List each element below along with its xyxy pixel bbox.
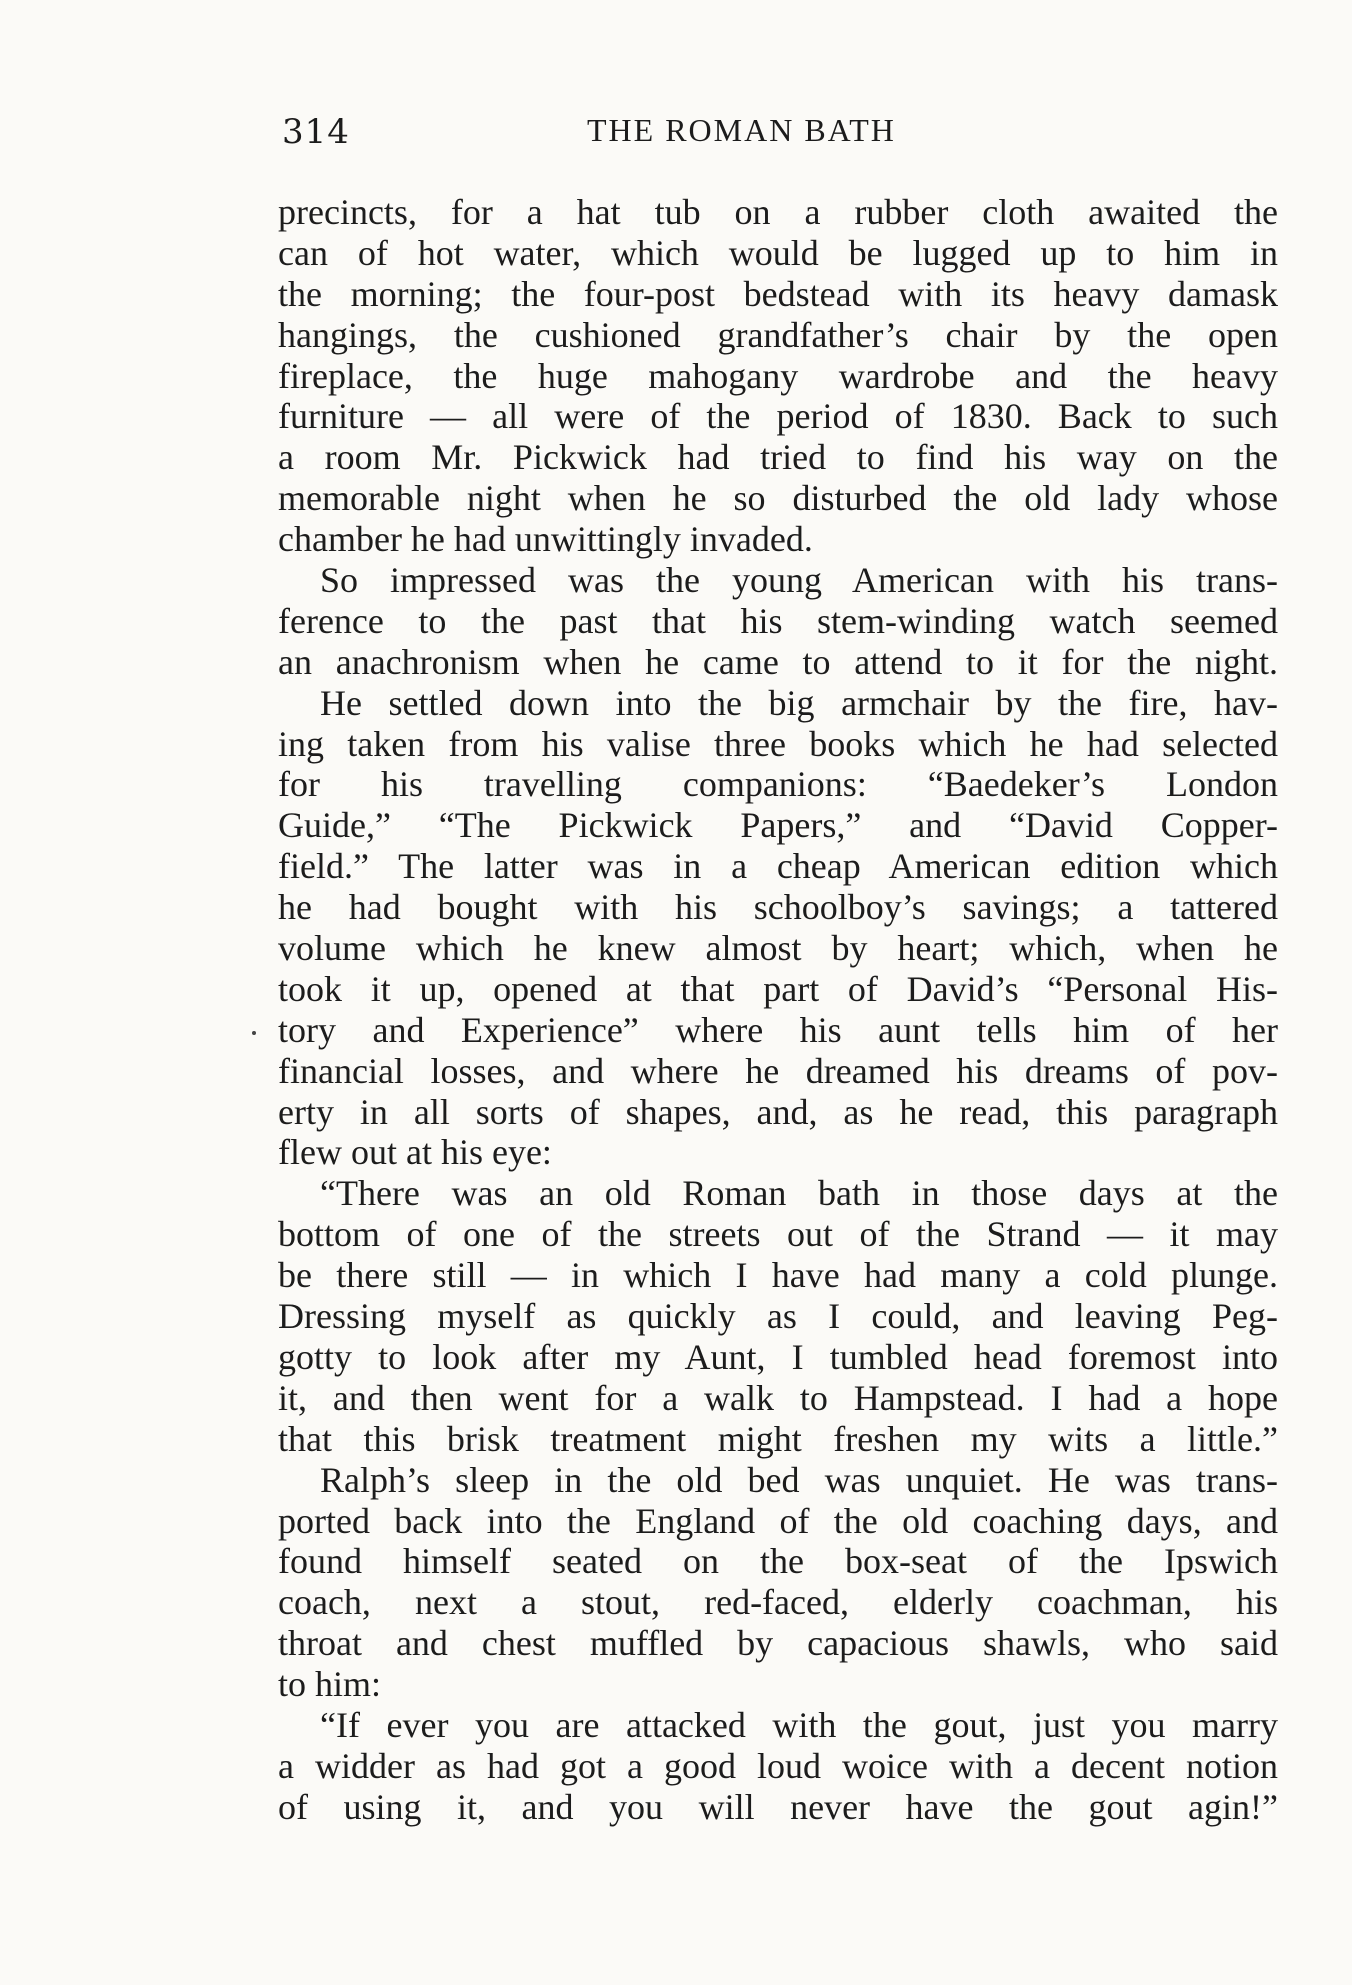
text-line: flew out at his eye: [278, 1132, 552, 1173]
text-line: it, and then went for a walk to Hampstead. I had a hope [278, 1377, 1278, 1418]
text-line: “There was an old Roman bath in those days at the [320, 1173, 1278, 1214]
text-line: found himself seated on the box-seat of the Ipswich [278, 1541, 1278, 1582]
text-line: that this brisk treatment might freshen my wits a little.” [278, 1418, 1278, 1459]
text-line: furniture — all were of the period of 1830. Back to such [278, 396, 1278, 437]
text-line: can of hot water, which would be lugged up to him in [278, 232, 1278, 273]
paragraph-4-quotation [278, 1173, 1278, 1459]
text-line: memorable night when he so disturbed the old lady whose [278, 478, 1278, 519]
text-line: erty in all sorts of shapes, and, as he read, this paragraph [278, 1091, 1278, 1132]
text-line: volume which he knew almost by heart; which, when he [278, 928, 1278, 969]
text-line: bottom of one of the streets out of the Strand — it may [278, 1214, 1278, 1255]
paragraph-1 [278, 192, 1278, 560]
text-line: for his travelling companions: “Baedeker’s London [278, 764, 1278, 805]
page-header [282, 112, 1282, 162]
page-number: 314 [282, 112, 350, 152]
body-text [278, 192, 1278, 1828]
text-line: tory and Experience” where his aunt tells him of her [278, 1009, 1278, 1050]
paragraph-3 [278, 683, 1278, 1174]
margin-dot [252, 1031, 256, 1035]
text-line: ported back into the England of the old coaching days, and [278, 1500, 1278, 1541]
text-line: financial losses, and where he dreamed his dreams of pov- [278, 1050, 1278, 1091]
paragraph-5 [278, 1460, 1278, 1705]
text-line: gotty to look after my Aunt, I tumbled head foremost into [278, 1336, 1278, 1377]
running-head: THE ROMAN BATH [587, 112, 896, 148]
text-line: coach, next a stout, red-faced, elderly coachman, his [278, 1582, 1278, 1623]
paragraph-2 [278, 560, 1278, 683]
text-line: “If ever you are attacked with the gout, just you marry [320, 1704, 1278, 1745]
text-line: Dressing myself as quickly as I could, and leaving Peg- [278, 1296, 1278, 1337]
text-line: the morning; the four-post bedstead with its heavy damask [278, 273, 1278, 314]
text-line: field.” The latter was in a cheap American edition which [278, 846, 1278, 887]
text-line: throat and chest muffled by capacious shawls, who said [278, 1623, 1278, 1664]
text-line: to him: [278, 1664, 382, 1705]
text-line: ference to the past that his stem-winding watch seemed [278, 600, 1278, 641]
text-line: a widder as had got a good loud woice with a decent notion [278, 1745, 1278, 1786]
text-line: Guide,” “The Pickwick Papers,” and “David Copper- [278, 805, 1278, 846]
paragraph-6-quotation [278, 1705, 1278, 1828]
text-line: ing taken from his valise three books which he had selected [278, 723, 1278, 764]
text-line: of using it, and you will never have the gout agin!” [278, 1786, 1278, 1827]
text-line: he had bought with his schoolboy’s savings; a tattered [278, 887, 1278, 928]
text-line: precincts, for a hat tub on a rubber cloth awaited the [278, 192, 1278, 232]
text-line: So impressed was the young American with his trans- [320, 560, 1278, 601]
text-line: hangings, the cushioned grandfather’s chair by the open [278, 314, 1278, 355]
text-line: He settled down into the big armchair by the fire, hav- [320, 682, 1278, 723]
text-line: fireplace, the huge mahogany wardrobe and the heavy [278, 355, 1278, 396]
text-line: be there still — in which I have had many a cold plunge. [278, 1255, 1278, 1296]
text-line: chamber he had unwittingly invaded. [278, 519, 813, 560]
text-line: took it up, opened at that part of David’s “Personal His- [278, 968, 1278, 1009]
text-line: a room Mr. Pickwick had tried to find his way on the [278, 437, 1278, 478]
text-line: an anachronism when he came to attend to it for the night. [278, 641, 1278, 682]
text-line: Ralph’s sleep in the old bed was unquiet. He was trans- [320, 1459, 1278, 1500]
